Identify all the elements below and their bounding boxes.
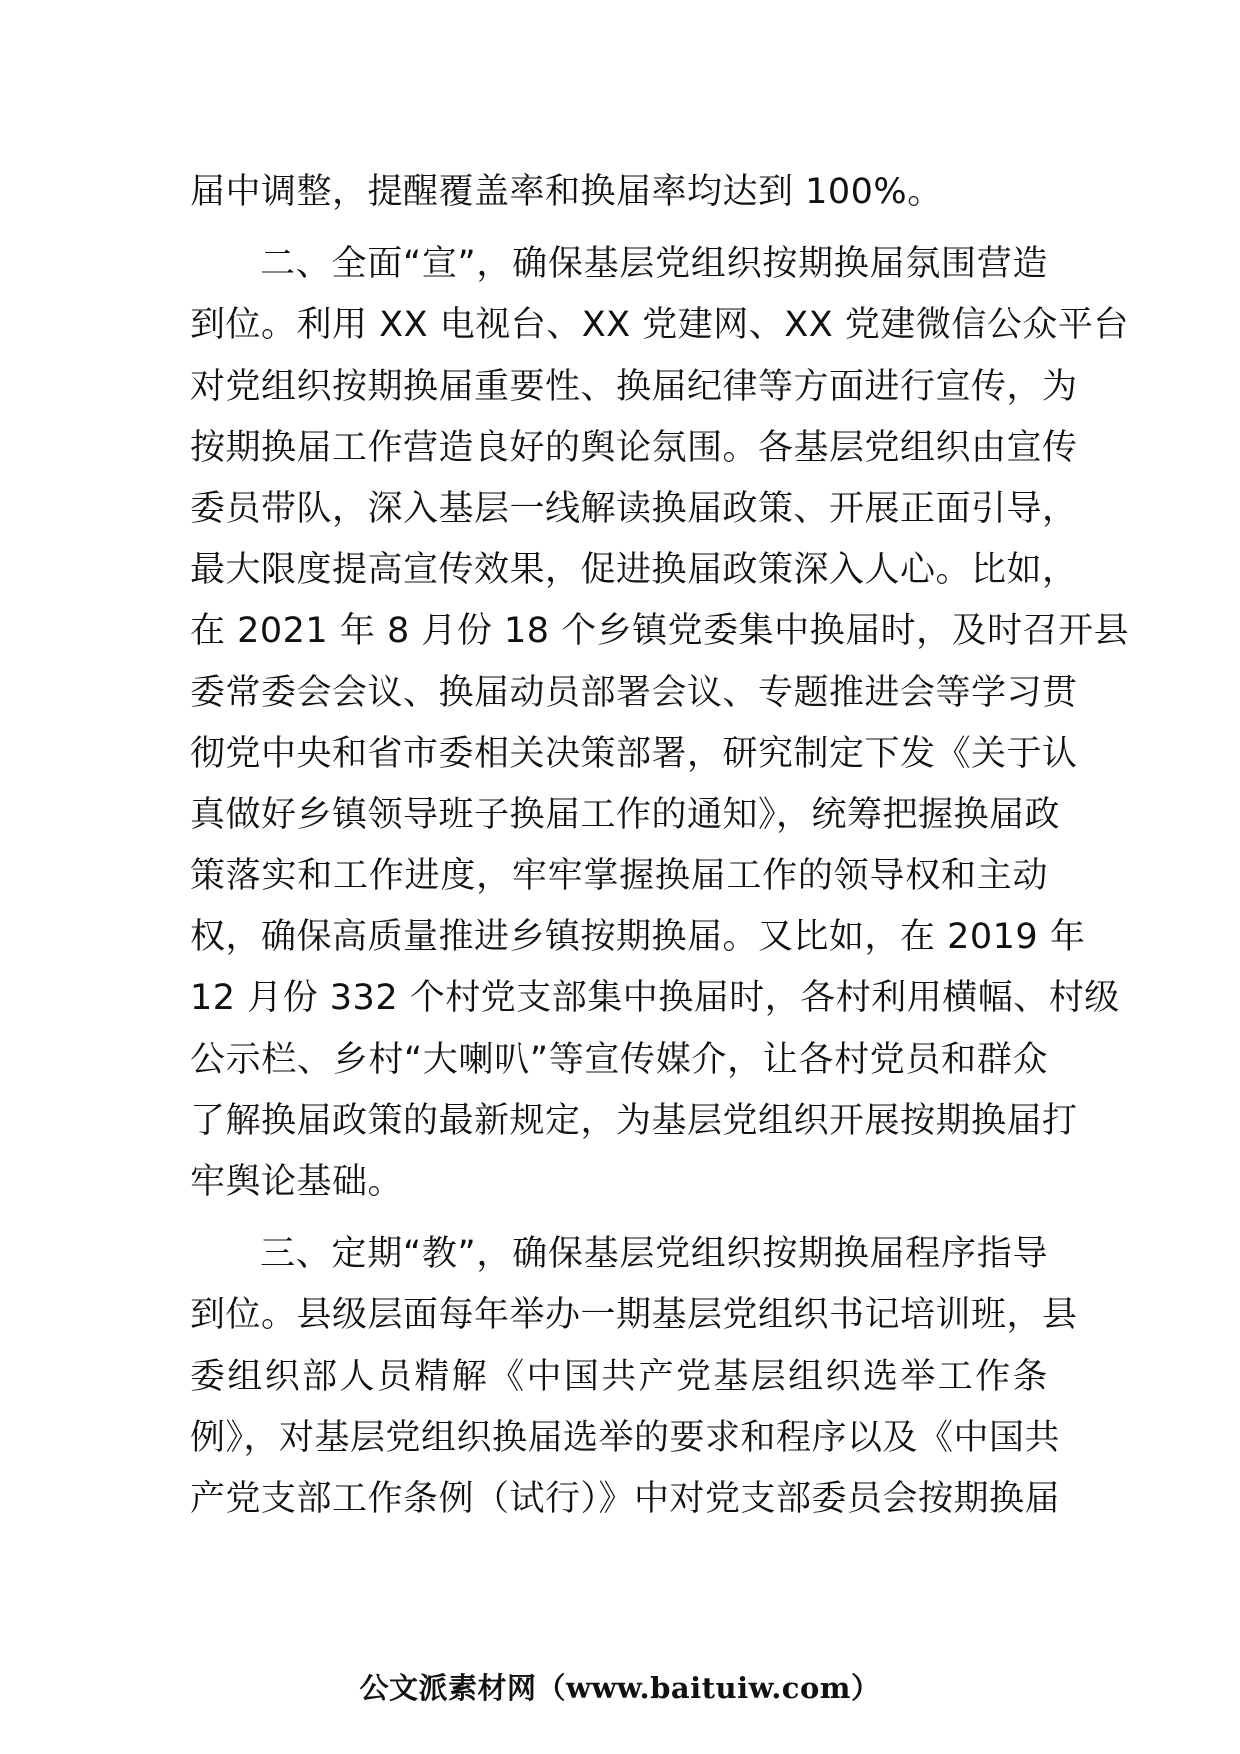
text-line: 到位。利用 XX 电视台、XX 党建网、XX 党建微信公众平台	[190, 305, 1129, 346]
text-line: 到位。县级层面每年举办一期基层党组织书记培训班，县	[190, 1295, 1078, 1336]
text-line: 公示栏、乡村“大喇叭”等宣传媒介，让各村党员和群众	[190, 1039, 1048, 1080]
section-heading-line: 三、定期“教”，确保基层党组织按期换届程序指导	[260, 1234, 1048, 1275]
footer-watermark: 公文派素材网（www.baituiw.com）	[359, 1671, 881, 1705]
text-line: 彻党中央和省市委相关决策部署，研究制定下发《关于认	[190, 733, 1078, 774]
paragraph-section-three	[190, 1224, 1078, 1530]
text-line: 策落实和工作进度，牢牢掌握换届工作的领导权和主动	[190, 856, 1048, 897]
text-line: 例》，对基层党组织换届选举的要求和程序以及《中国共	[190, 1417, 1061, 1458]
document-body	[190, 162, 1130, 1530]
text-line: 在 2021 年 8 月份 18 个乡镇党委集中换届时，及时召开县	[190, 611, 1130, 652]
paragraph-continuation	[190, 162, 1048, 223]
paragraph-section-two	[190, 234, 1130, 1213]
text-line: 了解换届政策的最新规定，为基层党组织开展按期换届打	[190, 1100, 1078, 1141]
text-line: 按期换届工作营造良好的舆论氛围。各基层党组织由宣传	[190, 427, 1078, 468]
text-line: 权，确保高质量推进乡镇按期换届。又比如，在 2019 年	[190, 917, 1086, 958]
text-line: 届中调整，提醒覆盖率和换届率均达到 100%。	[190, 172, 943, 212]
section-heading-line: 二、全面“宣”，确保基层党组织按期换届氛围营造	[260, 244, 1048, 285]
text-line: 最大限度提高宣传效果，促进换届政策深入人心。比如，	[190, 550, 1078, 591]
text-line: 产党支部工作条例（试行）》中对党支部委员会按期换届	[190, 1478, 1061, 1519]
text-line: 委常委会会议、换届动员部署会议、专题推进会等学习贯	[190, 672, 1078, 713]
text-line: 12 月份 332 个村党支部集中换届时，各村利用横幅、村级	[190, 978, 1120, 1019]
text-line: 对党组织按期换届重要性、换届纪律等方面进行宣传，为	[190, 366, 1078, 407]
text-line: 委员带队，深入基层一线解读换届政策、开展正面引导，	[190, 488, 1078, 529]
text-line: 牢舆论基础。	[190, 1162, 404, 1202]
text-line: 真做好乡镇领导班子换届工作的通知》，统筹把握换届政	[190, 794, 1061, 835]
text-line: 委组织部人员精解《中国共产党基层组织选举工作条	[190, 1356, 1048, 1397]
